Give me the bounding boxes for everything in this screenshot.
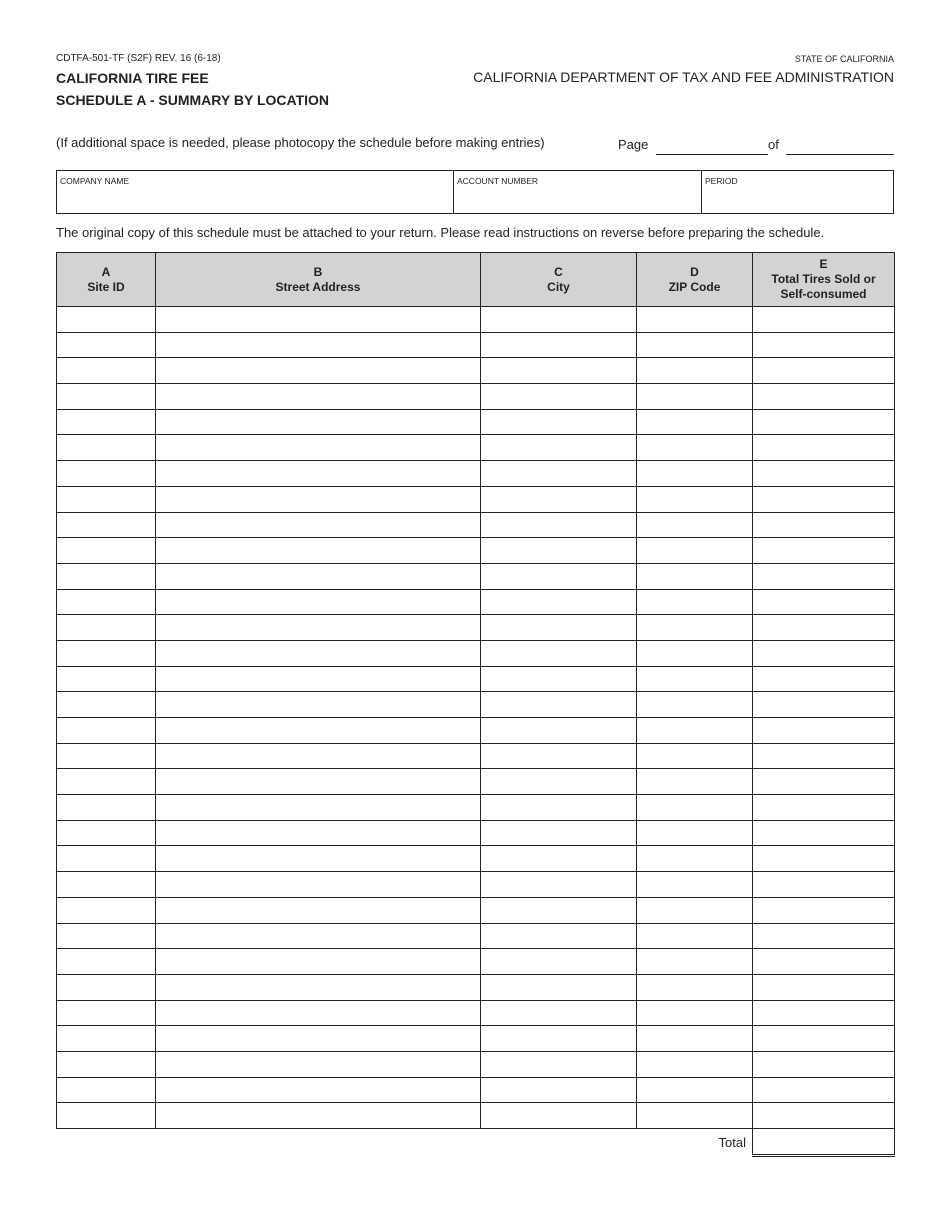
street-address-cell[interactable] [156,1103,481,1129]
table-row [57,1026,895,1052]
city-cell[interactable] [481,1000,637,1026]
site-id-cell[interactable] [57,897,156,923]
total-row-spacer [156,1129,481,1156]
form-title: CALIFORNIA TIRE FEE [56,70,209,86]
table-row [57,563,895,589]
zip-code-cell[interactable] [637,1026,753,1052]
column-label: Street Address [275,279,361,294]
total-tires-cell[interactable] [753,692,895,718]
total-tires-cell[interactable] [753,1026,895,1052]
site-id-cell[interactable] [57,743,156,769]
table-row [57,743,895,769]
site-id-cell[interactable] [57,435,156,461]
city-cell[interactable] [481,820,637,846]
city-cell[interactable] [481,718,637,744]
zip-code-cell[interactable] [637,820,753,846]
street-address-cell[interactable] [156,563,481,589]
table-body [57,307,895,1156]
street-address-cell[interactable] [156,1051,481,1077]
city-cell[interactable] [481,1077,637,1103]
total-tires-cell[interactable] [753,872,895,898]
city-cell[interactable] [481,692,637,718]
table-row [57,384,895,410]
company-name-input[interactable] [60,194,450,210]
site-id-cell[interactable] [57,538,156,564]
total-row [57,1129,895,1156]
total-tires-cell[interactable] [753,1051,895,1077]
street-address-cell[interactable] [156,795,481,821]
site-id-cell[interactable] [57,1103,156,1129]
period-label: PERIOD [705,176,738,186]
city-cell[interactable] [481,923,637,949]
zip-code-cell[interactable] [637,1000,753,1026]
site-id-cell[interactable] [57,563,156,589]
street-address-cell[interactable] [156,358,481,384]
site-id-cell[interactable] [57,615,156,641]
zip-code-cell[interactable] [637,974,753,1000]
zip-code-cell[interactable] [637,718,753,744]
city-cell[interactable] [481,1026,637,1052]
street-address-cell[interactable] [156,615,481,641]
table-row [57,307,895,333]
table-row [57,846,895,872]
zip-code-cell[interactable] [637,795,753,821]
period-input[interactable] [705,194,890,210]
table-row [57,640,895,666]
street-address-cell[interactable] [156,743,481,769]
street-address-cell[interactable] [156,332,481,358]
form-id: CDTFA-501-TF (S2F) REV. 16 (6-18) [56,53,221,64]
total-tires-cell[interactable] [753,923,895,949]
zip-code-cell[interactable] [637,846,753,872]
table-row [57,1077,895,1103]
zip-code-cell[interactable] [637,743,753,769]
total-tires-cell[interactable] [753,1077,895,1103]
total-tires-cell[interactable] [753,461,895,487]
total-tires-cell[interactable] [753,846,895,872]
city-cell[interactable] [481,435,637,461]
street-address-cell[interactable] [156,589,481,615]
company-name-cell [57,171,454,213]
table-row [57,512,895,538]
table-row [57,923,895,949]
street-address-cell[interactable] [156,846,481,872]
street-address-cell[interactable] [156,897,481,923]
table-row [57,538,895,564]
total-tires-cell[interactable] [753,743,895,769]
column-letter: C [554,264,563,279]
column-label: Total Tires Sold or Self-consumed [771,272,876,301]
zip-code-cell[interactable] [637,666,753,692]
table-row [57,332,895,358]
table-row [57,358,895,384]
city-cell[interactable] [481,589,637,615]
city-cell[interactable] [481,974,637,1000]
column-header-zip-code [637,253,753,307]
total-tires-cell[interactable] [753,897,895,923]
table-row [57,461,895,487]
total-tires-cell[interactable] [753,769,895,795]
zip-code-cell[interactable] [637,589,753,615]
city-cell[interactable] [481,486,637,512]
zip-code-cell[interactable] [637,769,753,795]
zip-code-cell[interactable] [637,512,753,538]
page-total-input[interactable] [786,136,894,155]
total-tires-cell[interactable] [753,615,895,641]
street-address-cell[interactable] [156,307,481,333]
table-row [57,435,895,461]
total-tires-cell[interactable] [753,435,895,461]
street-address-cell[interactable] [156,538,481,564]
site-id-cell[interactable] [57,1000,156,1026]
table-row [57,589,895,615]
site-id-cell[interactable] [57,820,156,846]
city-cell[interactable] [481,769,637,795]
column-label: ZIP Code [668,279,721,294]
city-cell[interactable] [481,743,637,769]
site-id-cell[interactable] [57,769,156,795]
site-id-cell[interactable] [57,872,156,898]
column-label: Site ID [87,279,125,294]
site-id-cell[interactable] [57,1051,156,1077]
zip-code-cell[interactable] [637,486,753,512]
state-label: STATE OF CALIFORNIA [794,54,894,64]
street-address-cell[interactable] [156,461,481,487]
total-tires-cell[interactable] [753,512,895,538]
account-number-input[interactable] [457,194,698,210]
street-address-cell[interactable] [156,769,481,795]
zip-code-cell[interactable] [637,897,753,923]
street-address-cell[interactable] [156,435,481,461]
site-id-cell[interactable] [57,512,156,538]
total-tires-cell[interactable] [753,589,895,615]
street-address-cell[interactable] [156,923,481,949]
street-address-cell[interactable] [156,1077,481,1103]
site-id-cell[interactable] [57,1077,156,1103]
city-cell[interactable] [481,666,637,692]
total-tires-cell[interactable] [753,1103,895,1129]
table-row [57,1103,895,1129]
zip-code-cell[interactable] [637,435,753,461]
company-name-label: COMPANY NAME [60,176,130,186]
city-cell[interactable] [481,615,637,641]
city-cell[interactable] [481,538,637,564]
column-letter: E [819,257,828,271]
site-id-cell[interactable] [57,640,156,666]
instructions-text: The original copy of this schedule must be attached to your return. Please read instructions on reverse before preparing the schedule. [56,225,825,240]
city-cell[interactable] [481,512,637,538]
total-tires-cell[interactable] [753,563,895,589]
site-id-cell[interactable] [57,974,156,1000]
city-cell[interactable] [481,1051,637,1077]
zip-code-cell[interactable] [637,872,753,898]
street-address-cell[interactable] [156,1000,481,1026]
column-header-city [481,253,637,307]
table-row [57,949,895,975]
city-cell[interactable] [481,1103,637,1129]
street-address-cell[interactable] [156,974,481,1000]
site-id-cell[interactable] [57,461,156,487]
table-row [57,974,895,1000]
table-row [57,692,895,718]
total-tires-cell[interactable] [753,666,895,692]
zip-code-cell[interactable] [637,332,753,358]
zip-code-cell[interactable] [637,384,753,410]
city-cell[interactable] [481,307,637,333]
city-cell[interactable] [481,563,637,589]
column-header-site-id [57,253,156,307]
zip-code-cell[interactable] [637,1103,753,1129]
site-id-cell[interactable] [57,307,156,333]
table-row [57,1000,895,1026]
city-cell[interactable] [481,795,637,821]
street-address-cell[interactable] [156,384,481,410]
table-row [57,872,895,898]
zip-code-cell[interactable] [637,640,753,666]
zip-code-cell[interactable] [637,563,753,589]
street-address-cell[interactable] [156,718,481,744]
total-tires-cell[interactable] [753,332,895,358]
column-letter: B [313,264,323,279]
total-row-spacer [57,1129,156,1156]
total-tires-cell[interactable] [753,1000,895,1026]
city-cell[interactable] [481,409,637,435]
table-header-row [57,253,895,307]
of-label: of [768,137,779,152]
table-row [57,769,895,795]
site-id-cell[interactable] [57,692,156,718]
page-label: Page [618,137,649,152]
site-id-cell[interactable] [57,666,156,692]
site-id-cell[interactable] [57,384,156,410]
city-cell[interactable] [481,461,637,487]
street-address-cell[interactable] [156,872,481,898]
schedule-title: SCHEDULE A - SUMMARY BY LOCATION [56,92,330,108]
city-cell[interactable] [481,384,637,410]
account-number-cell [454,171,702,213]
site-id-cell[interactable] [57,1026,156,1052]
table-row [57,820,895,846]
column-label: City [547,279,570,294]
company-info-box [56,170,894,214]
total-tires-cell[interactable] [753,409,895,435]
total-tires-cell[interactable] [753,640,895,666]
street-address-cell[interactable] [156,949,481,975]
table-row [57,666,895,692]
site-id-cell[interactable] [57,589,156,615]
agency-name: CALIFORNIA DEPARTMENT OF TAX AND FEE ADMINISTRATION [473,69,894,85]
city-cell[interactable] [481,949,637,975]
total-tires-cell[interactable] [753,384,895,410]
site-id-cell[interactable] [57,486,156,512]
table-row [57,718,895,744]
city-cell[interactable] [481,332,637,358]
column-header-total-tires [753,253,895,307]
street-address-cell[interactable] [156,409,481,435]
table-row [57,795,895,821]
street-address-cell[interactable] [156,1026,481,1052]
street-address-cell[interactable] [156,666,481,692]
period-cell [702,171,893,213]
city-cell[interactable] [481,846,637,872]
city-cell[interactable] [481,872,637,898]
site-id-cell[interactable] [57,409,156,435]
total-tires-cell[interactable] [753,974,895,1000]
site-id-cell[interactable] [57,332,156,358]
zip-code-cell[interactable] [637,923,753,949]
column-header-street-address [156,253,481,307]
page-number-input[interactable] [656,136,768,155]
total-tires-cell[interactable] [753,795,895,821]
city-cell[interactable] [481,897,637,923]
table-row [57,1051,895,1077]
table-row [57,897,895,923]
total-value-cell[interactable] [753,1129,895,1156]
zip-code-cell[interactable] [637,692,753,718]
site-id-cell[interactable] [57,795,156,821]
site-id-cell[interactable] [57,718,156,744]
site-id-cell[interactable] [57,358,156,384]
total-tires-cell[interactable] [753,949,895,975]
site-id-cell[interactable] [57,846,156,872]
city-cell[interactable] [481,358,637,384]
table-row [57,486,895,512]
city-cell[interactable] [481,640,637,666]
column-letter: D [690,264,699,279]
site-id-cell[interactable] [57,949,156,975]
total-label: Total [718,1134,746,1150]
total-tires-cell[interactable] [753,718,895,744]
account-number-label: ACCOUNT NUMBER [457,176,539,186]
zip-code-cell[interactable] [637,409,753,435]
street-address-cell[interactable] [156,640,481,666]
total-tires-cell[interactable] [753,307,895,333]
zip-code-cell[interactable] [637,538,753,564]
street-address-cell[interactable] [156,692,481,718]
total-tires-cell[interactable] [753,820,895,846]
photocopy-note: (If additional space is needed, please photocopy the schedule before making entries) [56,135,545,150]
total-tires-cell[interactable] [753,486,895,512]
zip-code-cell[interactable] [637,358,753,384]
zip-code-cell[interactable] [637,615,753,641]
column-letter: A [101,264,111,279]
total-tires-cell[interactable] [753,358,895,384]
street-address-cell[interactable] [156,820,481,846]
site-id-cell[interactable] [57,923,156,949]
total-row-spacer [481,1129,637,1156]
zip-code-cell[interactable] [637,307,753,333]
zip-code-cell[interactable] [637,1077,753,1103]
zip-code-cell[interactable] [637,949,753,975]
zip-code-cell[interactable] [637,1051,753,1077]
schedule-table [56,252,895,1157]
table-row [57,409,895,435]
table-row [57,615,895,641]
zip-code-cell[interactable] [637,461,753,487]
street-address-cell[interactable] [156,486,481,512]
street-address-cell[interactable] [156,512,481,538]
total-tires-cell[interactable] [753,538,895,564]
